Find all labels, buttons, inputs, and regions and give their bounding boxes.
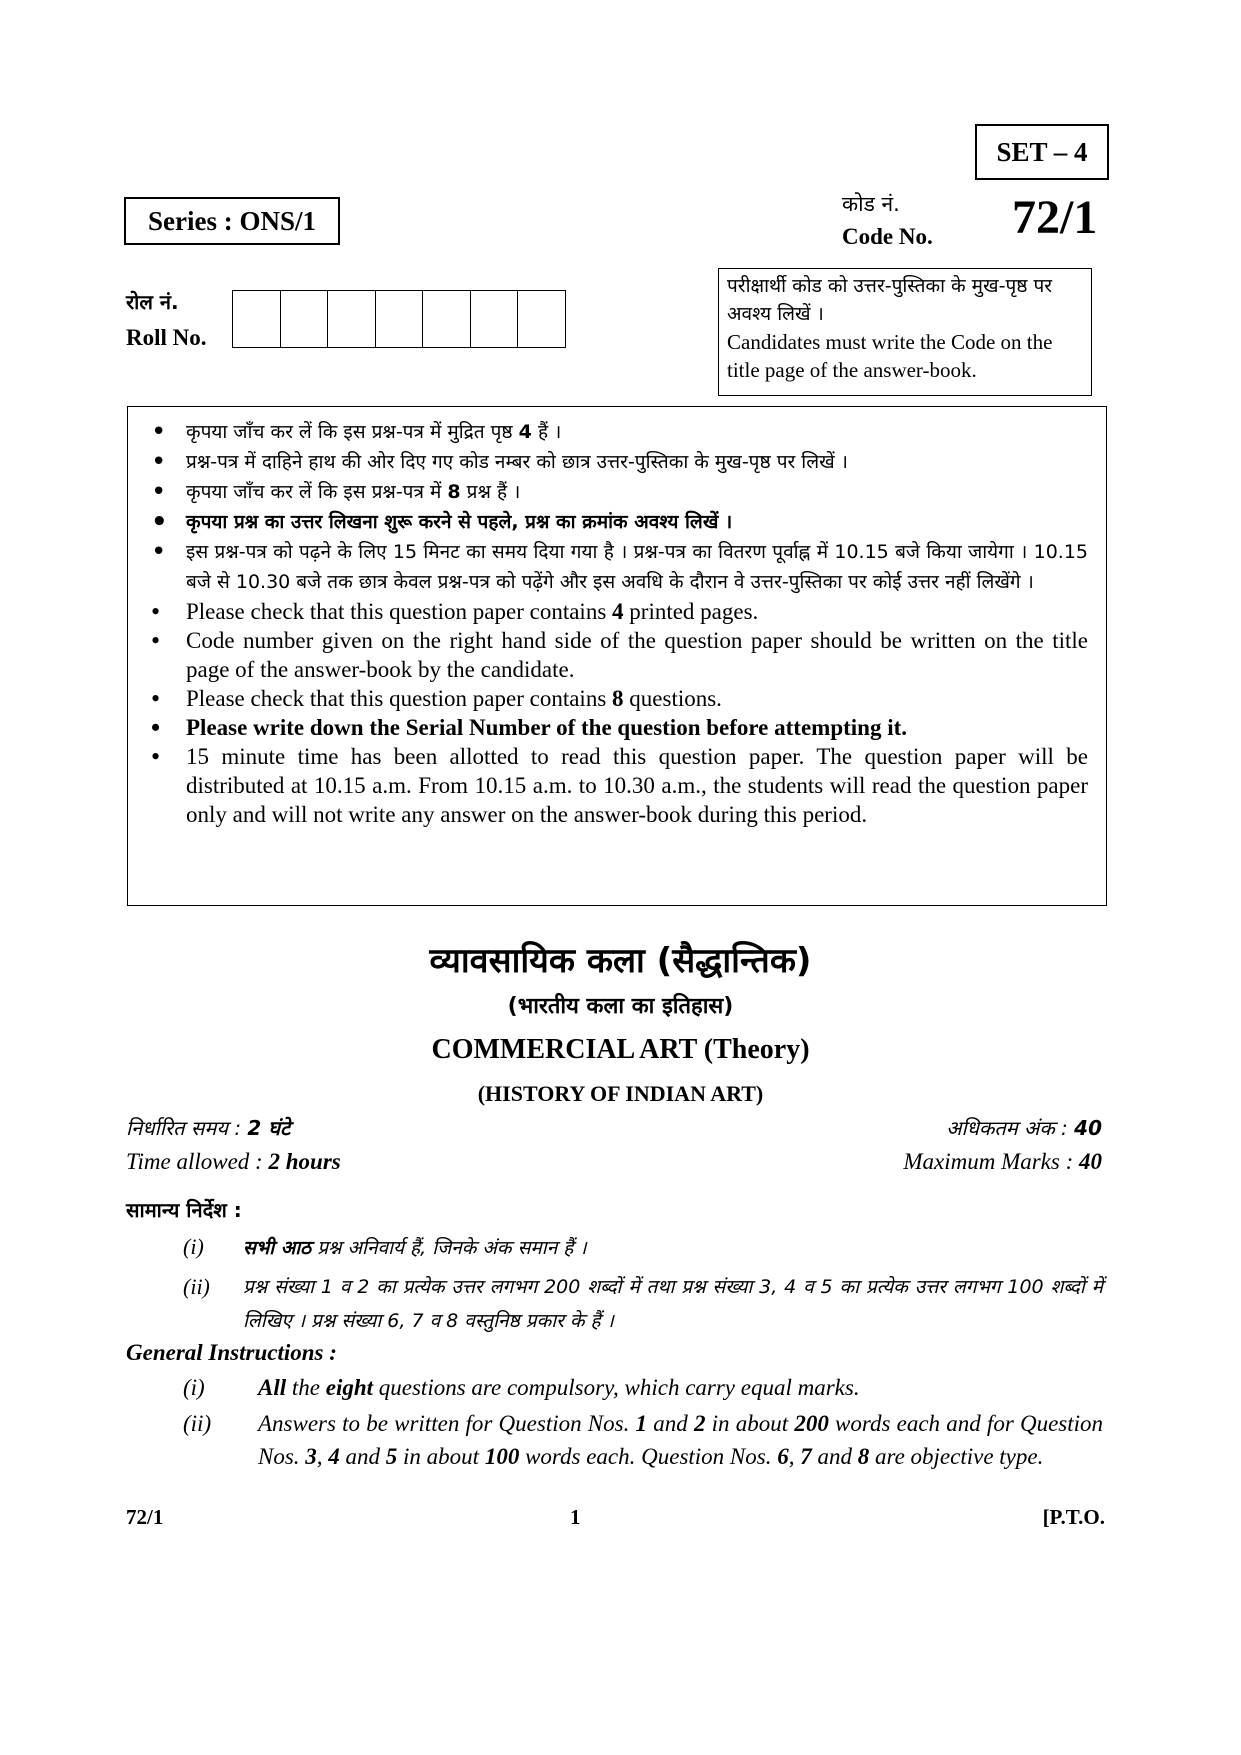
- text: and: [647, 1411, 694, 1436]
- text-number: 4: [518, 421, 532, 443]
- instructions-box: [127, 406, 1107, 906]
- general-instructions-english-title: General Instructions :: [126, 1340, 337, 1365]
- roll-cell: [518, 291, 565, 347]
- text: ,: [788, 1443, 801, 1469]
- text: कृपया जाँच कर लें कि इस प्रश्न-पत्र में मुद्रित पृष्ठ: [186, 421, 519, 443]
- roll-label-hindi: रोल नं.: [126, 290, 179, 314]
- text: printed pages.: [623, 599, 759, 624]
- text: हैं ।: [531, 421, 562, 443]
- roll-cell: [233, 291, 281, 347]
- instruction-hi-time: • इस प्रश्न-पत्र को पढ़ने के लिए 15 मिनट का समय दिया गया है । प्रश्न-पत्र का वितरण पूर्वाह्न में 10.15 बजे किया जायेगा । 10.15 बजे से 10.30 बजे तक छात्र केवल प्रश्न-पत्र को पढ़ेंगे और इस अवधि के दौरान वे उत्तर-पुस्तिका पर कोई उत्तर नहीं लिखेंगे ।: [148, 537, 1088, 597]
- instruction-hi-serial: • कृपया प्रश्न का उत्तर लिखना शुरू करने से पहले, प्रश्न का क्रमांक अवश्य लिखें ।: [148, 507, 1088, 537]
- text: questions are compulsory, which carry equal marks.: [373, 1375, 860, 1400]
- text-number: 8: [612, 686, 624, 711]
- text: अधिकतम अंक :: [946, 1116, 1075, 1140]
- text: प्रश्न अनिवार्य हैं, जिनके अंक समान हैं ।: [311, 1237, 587, 1259]
- text: 6: [777, 1443, 789, 1469]
- instruction-en-code: [148, 626, 1088, 684]
- roll-cell: [328, 291, 376, 347]
- text: ,: [316, 1443, 329, 1469]
- instruction-en-serial: • Please write down the Serial Number of the question before attempting it.: [148, 713, 1088, 742]
- general-instruction-english-item: [183, 1375, 860, 1401]
- general-instruction-hindi-item: [183, 1270, 1103, 1338]
- text: words each. Question Nos.: [519, 1443, 778, 1469]
- text-value: 40: [1079, 1149, 1102, 1174]
- instruction-en-questions: [148, 684, 1088, 713]
- text: 1: [635, 1411, 648, 1436]
- instruction-en-time: • 15 minute time has been allotted to read this question paper. The question paper will be distributed at 10.15 a.m. From 10.15 a.m. to 10.30 a.m., the students will read the question paper only and will not write any answer on the answer-book during this period.: [148, 742, 1088, 829]
- text: 5: [385, 1443, 398, 1469]
- instruction-hi-pages: [148, 417, 1088, 447]
- footer-code: 72/1: [126, 1505, 164, 1529]
- code-value: 72/1: [1012, 191, 1098, 244]
- code-label-english: Code No.: [842, 224, 933, 249]
- instruction-en-pages: [148, 597, 1088, 626]
- series-label: Series : ONS/1: [124, 197, 340, 245]
- time-allowed-hindi: [126, 1114, 290, 1141]
- text: Answers to be written for Question Nos.: [258, 1411, 636, 1436]
- roll-cell: [376, 291, 424, 347]
- text: 3: [305, 1443, 317, 1469]
- text-number: 8: [447, 481, 461, 503]
- text: in about: [705, 1411, 795, 1436]
- roll-label-english: Roll No.: [126, 325, 207, 350]
- page-number: 1: [570, 1505, 581, 1529]
- item-number: (ii): [183, 1411, 212, 1436]
- text: in about: [397, 1443, 485, 1469]
- text: 2: [693, 1411, 706, 1436]
- text: words each and for Question Nos.: [258, 1411, 1104, 1469]
- text-number: 4: [612, 599, 624, 624]
- text: questions.: [623, 686, 722, 711]
- general-instructions-hindi-title: सामान्य निर्देश :: [126, 1198, 242, 1222]
- general-instruction-english-item: [183, 1408, 1103, 1473]
- text: are objective type.: [869, 1443, 1044, 1469]
- item-number: (ii): [183, 1274, 210, 1299]
- text: सभी आठ: [243, 1237, 312, 1259]
- text: All: [258, 1375, 287, 1400]
- max-marks-hindi: [946, 1114, 1102, 1141]
- text: 200: [794, 1411, 829, 1436]
- text: 8: [857, 1443, 870, 1469]
- text: प्रश्न हैं ।: [460, 481, 521, 503]
- code-note-box: [718, 268, 1092, 396]
- item-number: (i): [183, 1375, 205, 1400]
- please-turn-over: [P.T.O.: [1042, 1505, 1105, 1529]
- time-allowed-english: [126, 1149, 341, 1175]
- text: and: [339, 1443, 386, 1469]
- text: Time allowed :: [126, 1149, 269, 1174]
- text: 100: [484, 1443, 520, 1469]
- text: प्रश्न-पत्र में दाहिने हाथ की ओर दिए गए कोड नम्बर को छात्र उत्तर-पुस्तिका के मुख-पृष्ठ पर लिखें ।: [186, 451, 848, 473]
- text: Code number given on the right hand side of the question paper should be written on the title page of the answer-book by the candidate.: [186, 628, 1088, 682]
- subtitle-hindi: (भारतीय कला का इतिहास): [507, 994, 734, 1019]
- text: the: [286, 1375, 326, 1400]
- roll-cell: [423, 291, 471, 347]
- max-marks-english: [903, 1149, 1102, 1175]
- text: निर्धारित समय :: [126, 1116, 248, 1140]
- set-number: SET – 4: [975, 124, 1109, 180]
- subtitle-english: (HISTORY OF INDIAN ART): [477, 1081, 764, 1106]
- text: 4: [328, 1443, 340, 1469]
- code-note-hindi: परीक्षार्थी कोड को उत्तर-पुस्तिका के मुख-पृष्ठ पर अवश्य लिखें ।: [727, 275, 1053, 325]
- instruction-hi-questions: [148, 477, 1088, 507]
- text: प्रश्न संख्या 1 व 2 का प्रत्येक उत्तर लगभग 200 शब्दों में तथा प्रश्न संख्या 3, 4 व 5 का प्रत्येक उत्तर लगभग 100 शब्दों में लिखिए । प्रश्न संख्या 6, 7 व 8 वस्तुनिष्ठ प्रकार के हैं ।: [243, 1276, 1103, 1332]
- roll-number-boxes: [232, 290, 566, 348]
- roll-cell: [281, 291, 329, 347]
- instruction-hi-code: [148, 447, 1088, 477]
- text: कृपया जाँच कर लें कि इस प्रश्न-पत्र में: [186, 481, 448, 503]
- general-instruction-hindi-item: [183, 1234, 587, 1260]
- text: Maximum Marks :: [903, 1149, 1079, 1174]
- text-value: 40: [1074, 1116, 1102, 1140]
- text: 7: [800, 1443, 812, 1469]
- text-value: 2 घंटे: [247, 1116, 291, 1140]
- text: Please check that this question paper contains: [186, 599, 613, 624]
- title-hindi: व्यावसायिक कला (सैद्धान्तिक): [429, 941, 812, 981]
- item-number: (i): [183, 1234, 204, 1259]
- instructions-list: [148, 417, 1088, 829]
- code-label-hindi: कोड नं.: [842, 192, 900, 216]
- text-value: 2 hours: [268, 1149, 341, 1174]
- title-english: COMMERCIAL ART (Theory): [431, 1034, 810, 1065]
- text: and: [811, 1443, 858, 1469]
- text: eight: [325, 1375, 374, 1400]
- code-note-english: Candidates must write the Code on the title page of the answer-book.: [727, 330, 1053, 382]
- roll-cell: [471, 291, 519, 347]
- text: Please check that this question paper contains: [186, 686, 613, 711]
